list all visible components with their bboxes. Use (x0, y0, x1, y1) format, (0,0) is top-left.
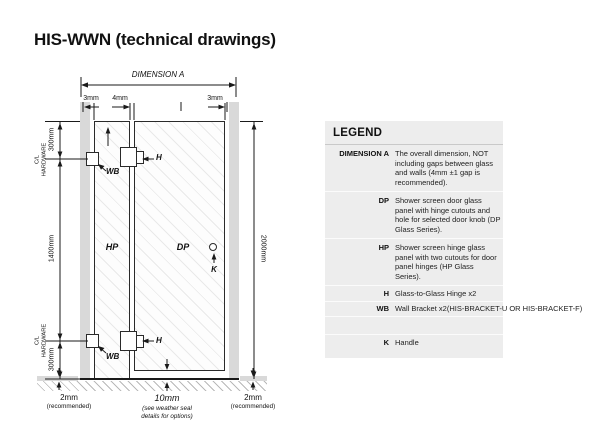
bracket-bottom-label: WB (106, 352, 120, 361)
knob-label: K (211, 265, 217, 274)
legend-desc: Glass-to-Glass Hinge x2 (395, 288, 477, 298)
legend-term: H (383, 288, 389, 298)
legend-term: HP (378, 243, 389, 252)
gap-right-label: 3mm (207, 95, 223, 102)
floor-gap-right-note: (recommended) (230, 403, 276, 410)
page-title: HIS-WWN (technical drawings) (34, 30, 276, 49)
cl-line1: C/L (34, 154, 41, 165)
wall-bracket-top (86, 152, 99, 166)
floor-gap-right-label: 2mm (244, 393, 262, 402)
dimension-a-label: DIMENSION A (131, 70, 185, 79)
legend-desc: Shower screen hinge glass panel with two cutouts for door panel hinges (HP Glass Series). (395, 243, 497, 281)
legend-desc: Shower screen door glass panel with hinge cutouts and hole for selected door knob (DP Glass Series). (395, 196, 501, 234)
bottom-hardware-offset-label: 300mm (48, 347, 56, 372)
cl-line1: C/L (34, 335, 41, 346)
legend-row-h (325, 285, 503, 301)
hardware-spacing-label: 1400mm (48, 234, 56, 263)
legend-row-wb (325, 301, 583, 317)
cl-hardware-top-label (35, 138, 48, 182)
wall-bracket-bottom (86, 334, 99, 348)
legend-title: LEGEND (325, 121, 503, 145)
legend-row-spacer (325, 316, 503, 334)
hinge-top-body (120, 147, 137, 167)
legend-desc: Wall Bracket x2(HIS-BRACKET-U OR HIS-BRACKET-F) (395, 304, 583, 313)
legend-term: WB (376, 304, 389, 313)
door-knob (209, 243, 217, 251)
bracket-top-label: WB (106, 167, 120, 176)
overall-height-label: 2000mm (259, 234, 267, 263)
legend-row-dimension-a (325, 145, 503, 191)
legend-row-dp (325, 191, 503, 238)
door-floor-gap-label: 10mm (154, 393, 180, 403)
floor-gap-left-note: (recommended) (46, 403, 92, 410)
legend-term: DP (378, 196, 389, 205)
legend-row-hp (325, 238, 503, 285)
cl-line2: HARDWARE (41, 142, 47, 177)
hinge-panel-label: HP (105, 242, 119, 252)
right-wall (229, 102, 239, 379)
legend-panel (325, 121, 583, 358)
legend-row-k (325, 334, 503, 358)
legend-term: K (383, 337, 389, 347)
cl-hardware-bottom-label (35, 319, 48, 363)
legend-desc: Handle (395, 337, 419, 347)
door-floor-gap-note2: details for options) (141, 413, 193, 420)
gap-middle-label: 4mm (112, 95, 128, 102)
floor-gap-left-label: 2mm (60, 393, 78, 402)
legend-term: DIMENSION A (339, 149, 389, 158)
cl-line2: HARDWARE (41, 323, 47, 358)
hinge-bottom-body (120, 331, 137, 351)
gap-left-label: 3mm (83, 95, 99, 102)
legend-desc: The overall dimension, NOT including gaps between glass and walls (4mm ±1 gap is recommended). (395, 149, 493, 187)
door-panel-label: DP (176, 242, 190, 252)
hinge-bottom-label: H (156, 336, 162, 345)
door-floor-gap-note1: (see weather seal (142, 405, 192, 412)
hinge-top-label: H (156, 153, 162, 162)
top-hardware-offset-label: 300mm (48, 127, 56, 152)
floor-hatching (37, 381, 267, 391)
